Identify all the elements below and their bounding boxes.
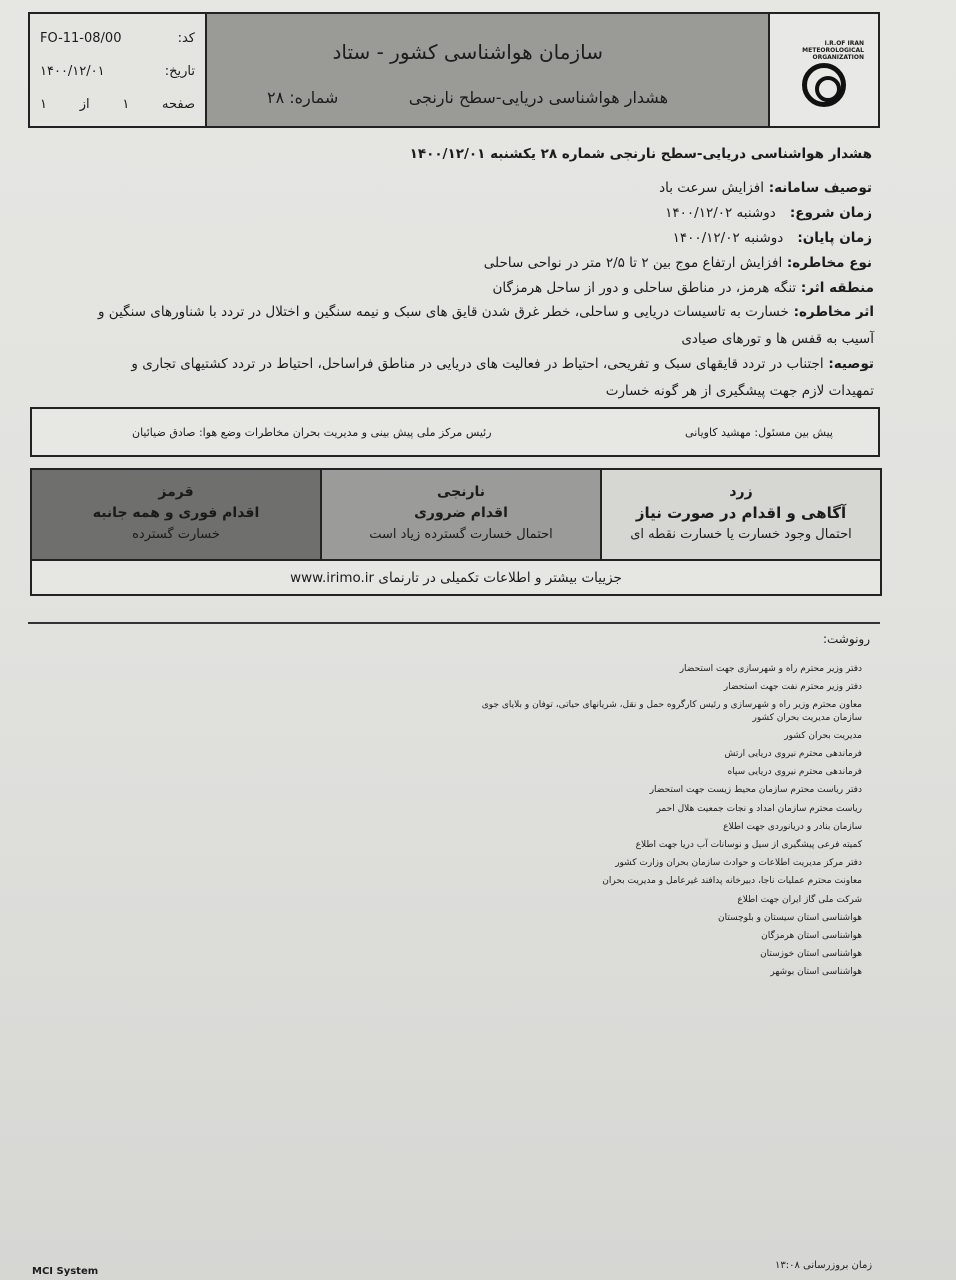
start-line [665, 205, 872, 221]
level-name: نارنجی [436, 484, 486, 500]
cc-item: دفتر وزیر محترم راه و شهرسازی جهت استحضار [679, 664, 862, 674]
logo-spiral-icon [802, 63, 846, 107]
effect-value: خسارت به تاسیسات دریایی و ساحلی، خطر غرق شدن قایق های سبک و نیمه سنگین و اختلال در تردد با شناورهای سنگین و [97, 304, 789, 320]
footer-system: MCI System [32, 1266, 99, 1277]
hazard-line [484, 255, 872, 271]
cc-item: معاونت محترم عملیات ناجا، دبیرخانه پدافند غیرعامل و مدیریت بحران [602, 876, 862, 887]
level-name: قرمز [158, 484, 194, 500]
cc-item: دفتر وزیر محترم نفت جهت استحضار [723, 682, 862, 693]
cc-item: هواشناسی استان هرمزگان [761, 931, 862, 942]
start-label: زمان شروع: [789, 205, 872, 221]
cc-item: کمیته فرعی پیشگیری از سیل و نوسانات آب دریا جهت اطلاع [635, 840, 862, 851]
level-red [32, 470, 322, 559]
pages-value: ۱ [40, 97, 47, 112]
doc-number: شماره: ۲۸ [267, 88, 339, 107]
date-value: ۱۴۰۰/۱۲/۰۱ [40, 64, 105, 79]
level-yellow [602, 470, 880, 559]
more-info-link[interactable]: جزییات بیشتر و اطلاعات تکمیلی در تارنمای www.irimo.ir [32, 559, 880, 594]
divider [28, 622, 880, 624]
cc-label: رونوشت: [822, 632, 870, 646]
hazard-label: نوع مخاطره: [786, 255, 872, 271]
level-orange [322, 470, 602, 559]
irimo-logo [768, 14, 878, 126]
level-desc: احتمال خسارت گسترده زیاد است [369, 527, 553, 542]
code-label: کد: [177, 31, 195, 46]
level-action: اقدام فوری و همه جانبه [92, 505, 260, 521]
advice-label: توصیه: [828, 356, 874, 372]
area-line [492, 280, 874, 296]
doc-title: هشدار هواشناسی دریایی-سطح نارنجی [408, 88, 668, 107]
warning-levels-table [30, 468, 882, 596]
system-value: افزایش سرعت باد [659, 180, 764, 196]
area-label: منطقه اثر: [800, 280, 874, 296]
cc-item: دفتر مرکز مدیریت اطلاعات و حوادث سازمان بحران وزارت کشور [615, 858, 862, 869]
of-label: از [79, 97, 90, 112]
advice-value: اجتناب در تردد قایقهای سبک و تفریحی، احتیاط در فعالیت های دریایی در مناطق فراساحل، احتیاط در تردد کشتیهای تجاری و [131, 356, 824, 372]
logo-text: I.R.OF IRAN METEOROLOGICAL ORGANIZATION [802, 40, 864, 61]
document-meta [30, 14, 207, 126]
level-action: اقدام ضروری [414, 505, 508, 521]
signature-box [30, 407, 880, 457]
cc-list [382, 660, 862, 982]
end-label: زمان پایان: [797, 230, 872, 246]
effect-label: اثر مخاطره: [793, 304, 874, 320]
footer-update-time: زمان بروزرسانی ۱۳:۰۸ [775, 1260, 873, 1271]
advice-value-2: تمهیدات لازم جهت پیشگیری از هر گونه خسارت [605, 383, 874, 399]
date-label: تاریخ: [164, 64, 195, 79]
end-value: دوشنبه ۱۴۰۰/۱۲/۰۲ [672, 230, 784, 246]
effect-line [98, 304, 874, 320]
level-action: آگاهی و اقدام در صورت نیاز [635, 504, 847, 522]
cc-item: مدیریت بحران کشور [784, 730, 862, 741]
cc-item: شرکت ملی گاز ایران جهت اطلاع [737, 894, 862, 905]
warning-heading: هشدار هواشناسی دریایی-سطح نارنجی شماره ۲۸ یکشنبه ۱۴۰۰/۱۲/۰۱ [409, 146, 872, 162]
cc-item: فرماندهی محترم نیروی دریایی سپاه [727, 767, 862, 778]
effect-value-2: آسیب به قفس ها و تورهای صیادی [681, 331, 874, 347]
header-title-block [207, 14, 768, 126]
page-value: ۱ [122, 97, 130, 112]
cc-item: هواشناسی استان سیستان و بلوچستان [718, 912, 862, 923]
level-name: زرد [729, 484, 753, 500]
document-header [28, 12, 880, 128]
cc-item: هواشناسی استان بوشهر [770, 967, 862, 978]
area-value: تنگه هرمز، در مناطق ساحلی و دور از ساحل هرمزگان [492, 280, 797, 296]
cc-item: سازمان بنادر و دریانوردی جهت اطلاع [723, 821, 862, 832]
org-title: سازمان هواشناسی کشور - ستاد [332, 40, 603, 64]
level-desc: احتمال وجود خسارت یا خسارت نقطه ای [630, 527, 852, 542]
system-label: توصیف سامانه: [768, 180, 872, 196]
cc-item: معاون محترم وزیر راه و شهرسازی و رئیس کارگروه حمل و نقل، شریانهای حیاتی، توفان و بلایای جوی [481, 700, 862, 711]
cc-item: ریاست محترم سازمان امداد و نجات جمعیت هلال احمر [656, 803, 862, 814]
code-value: FO-11-08/00 [40, 31, 122, 46]
cc-item: هواشناسی استان خوزستان [760, 949, 862, 960]
cc-item: سازمان مدیریت بحران کشور [752, 712, 862, 723]
effect-line-2 [681, 331, 874, 347]
system-line [659, 180, 872, 196]
center-chief: رئیس مرکز ملی پیش بینی و مدیریت بحران مخاطرات وضع هوا: صادق ضیائیان [132, 425, 492, 439]
hazard-value: افزایش ارتفاع موج بین ۲ تا ۲/۵ متر در نواحی ساحلی [483, 255, 783, 271]
cc-item: فرماندهی محترم نیروی دریایی ارتش [724, 749, 862, 760]
page-label: صفحه [162, 97, 195, 112]
advice-line-2 [606, 383, 874, 399]
advice-line [131, 356, 874, 372]
cc-item: دفتر ریاست محترم سازمان محیط زیست جهت استحضار [649, 785, 862, 796]
level-desc: خسارت گسترده [132, 527, 220, 542]
start-value: دوشنبه ۱۴۰۰/۱۲/۰۲ [665, 205, 776, 221]
forecaster: پیش بین مسئول: مهشید کاویانی [685, 425, 833, 439]
end-line [673, 230, 872, 246]
